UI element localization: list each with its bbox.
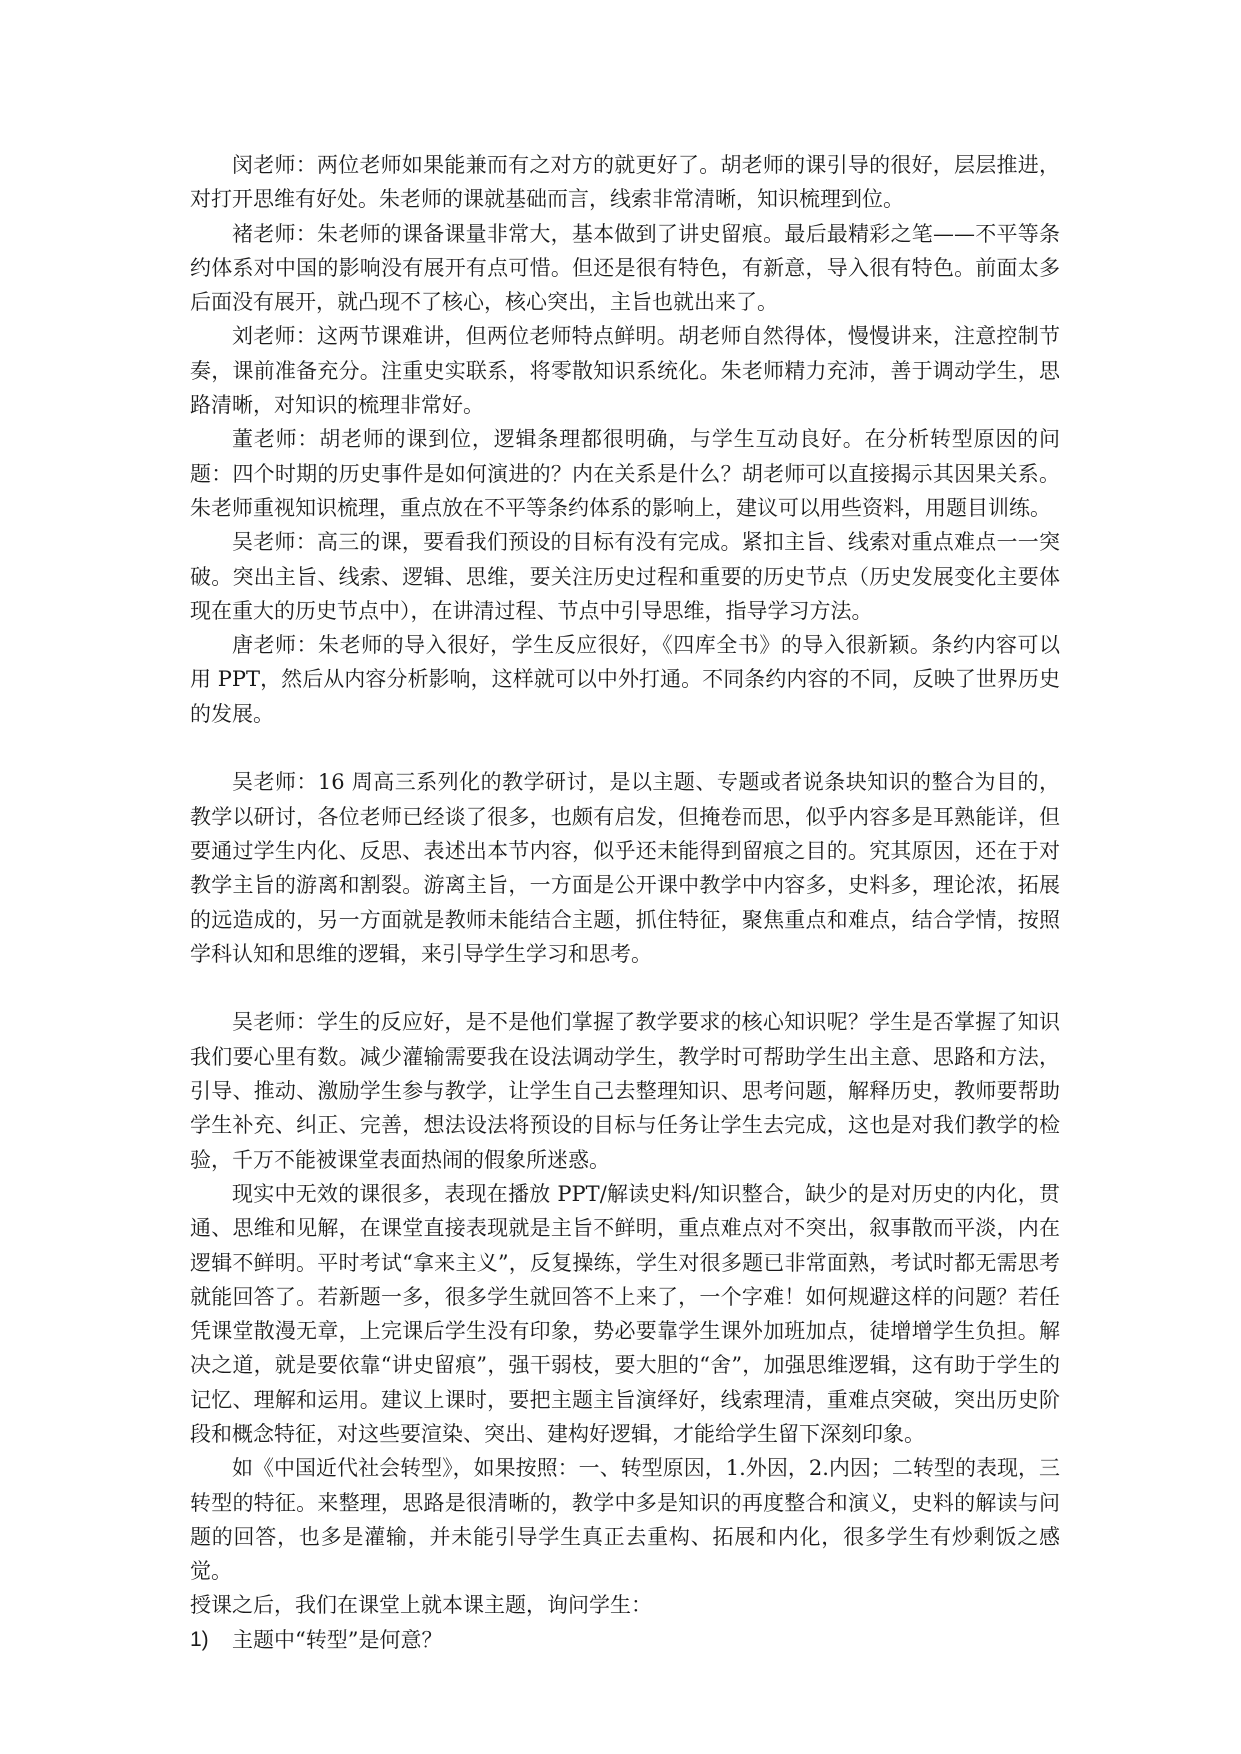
paragraph-example-transformation: 如《中国近代社会转型》，如果按照：一、转型原因，1.外因，2.内因；二转型的表现，三转型的特征。来整理，思路是很清晰的，教学中多是知识的再度整合和演义，史料的解读与问题的回答，也多是灌输，并未能引导学生真正去重构、拓展和内化，很多学生有炒剩饭之感觉。 [190, 1456, 1060, 1584]
document-page [190, 148, 1060, 1657]
comment-tang: 唐老师：朱老师的导入很好，学生反应很好，《四库全书》的导入很新颖。条约内容可以用 PPT，然后从内容分析影响，这样就可以中外打通。不同条约内容的不同，反映了世界历史的发展。 [190, 633, 1060, 726]
paragraph-after-class: 授课之后，我们在课堂上就本课主题，询问学生： [190, 1593, 652, 1618]
comment-wu-3: 吴老师：学生的反应好，是不是他们掌握了教学要求的核心知识呢？学生是否掌握了知识我们要心里有数。减少灌输需要我在设法调动学生，教学时可帮助学生出主意、思路和方法，引导、推动、激励学生参与教学，让学生自己去整理知识、思考问题，解释历史，教师要帮助学生补充、纠正、完善，想法设法将预设的目标与任务让学生去完成，这也是对我们教学的检验，千万不能被课堂表面热闹的假象所迷惑。 [190, 1010, 1060, 1172]
comment-liu: 刘老师：这两节课难讲，但两位老师特点鲜明。胡老师自然得体，慢慢讲来，注意控制节奏，课前准备充分。注重史实联系，将零散知识系统化。朱老师精力充沛，善于调动学生，思路清晰，对知识的梳理非常好。 [190, 324, 1060, 418]
comment-chu: 褚老师：朱老师的课备课量非常大，基本做到了讲史留痕。最后最精彩之笔——不平等条约体系对中国的影响没有展开有点可惜。但还是很有特色，有新意，导入很有特色。前面太多后面没有展开，就凸现不了核心，核心突出，主旨也就出来了。 [190, 221, 1060, 315]
list-number: 1) [190, 1627, 209, 1651]
comment-min: 闵老师：两位老师如果能兼而有之对方的就更好了。胡老师的课引导的很好，层层推进，对打开思维有好处。朱老师的课就基础而言，线索非常清晰，知识梳理到位。 [190, 153, 1060, 212]
blank-line [190, 971, 1060, 1005]
list-text: 主题中“转型”是何意？ [232, 1627, 443, 1652]
comment-dong: 董老师：胡老师的课到位，逻辑条理都很明确，与学生互动良好。在分析转型原因的问题：四个时期的历史事件是如何演进的？内在关系是什么？胡老师可以直接揭示其因果关系。朱老师重视知识梳理，重点放在不平等条约体系的影响上，建议可以用些资料，用题目训练。 [190, 427, 1060, 520]
comment-wu-2: 吴老师：16 周高三系列化的教学研讨，是以主题、专题或者说条块知识的整合为目的，教学以研讨，各位老师已经谈了很多，也颇有启发，但掩卷而思，似乎内容多是耳熟能详，但要通过学生内化、反思、表述出本节内容，似乎还未能得到留痕之目的。究其原因，还在于对教学主旨的游离和割裂。游离主旨，一方面是公开课中教学中内容多，史料多，理论浓，拓展的远造成的，另一方面就是教师未能结合主题，抓住特征，聚焦重点和难点，结合学情，按照学科认知和思维的逻辑，来引导学生学习和思考。 [190, 770, 1060, 966]
comment-wu-1: 吴老师：高三的课，要看我们预设的目标有没有完成。紧扣主旨、线索对重点难点一一突破。突出主旨、线索、逻辑、思维，要关注历史过程和重要的历史节点（历史发展变化主要体现在重大的历史节点中），在讲清过程、节点中引导思维，指导学习方法。 [190, 530, 1060, 623]
blank-line [190, 731, 1060, 765]
list-item [190, 1623, 1060, 1657]
paragraph-ineffective-lessons: 现实中无效的课很多，表现在播放 PPT/解读史料/知识整合，缺少的是对历史的内化，贯通、思维和见解，在课堂直接表现就是主旨不鲜明，重点难点对不突出，叙事散而平淡，内在逻辑不鲜明。平时考试“拿来主义”，反复操练，学生对很多题已非常面熟，考试时都无需思考就能回答了。若新题一多，很多学生就回答不上来了，一个字难！如何规避这样的问题？若任凭课堂散漫无章，上完课后学生没有印象，势必要靠学生课外加班加点，徒增增学生负担。解决之道，就是要依靠“讲史留痕”，强干弱枝，要大胆的“舍”，加强思维逻辑，这有助于学生的记忆、理解和运用。建议上课时，要把主题主旨演绎好，线索理清，重难点突破，突出历史阶段和概念特征，对这些要渲染、突出、建构好逻辑，才能给学生留下深刻印象。 [190, 1181, 1060, 1446]
